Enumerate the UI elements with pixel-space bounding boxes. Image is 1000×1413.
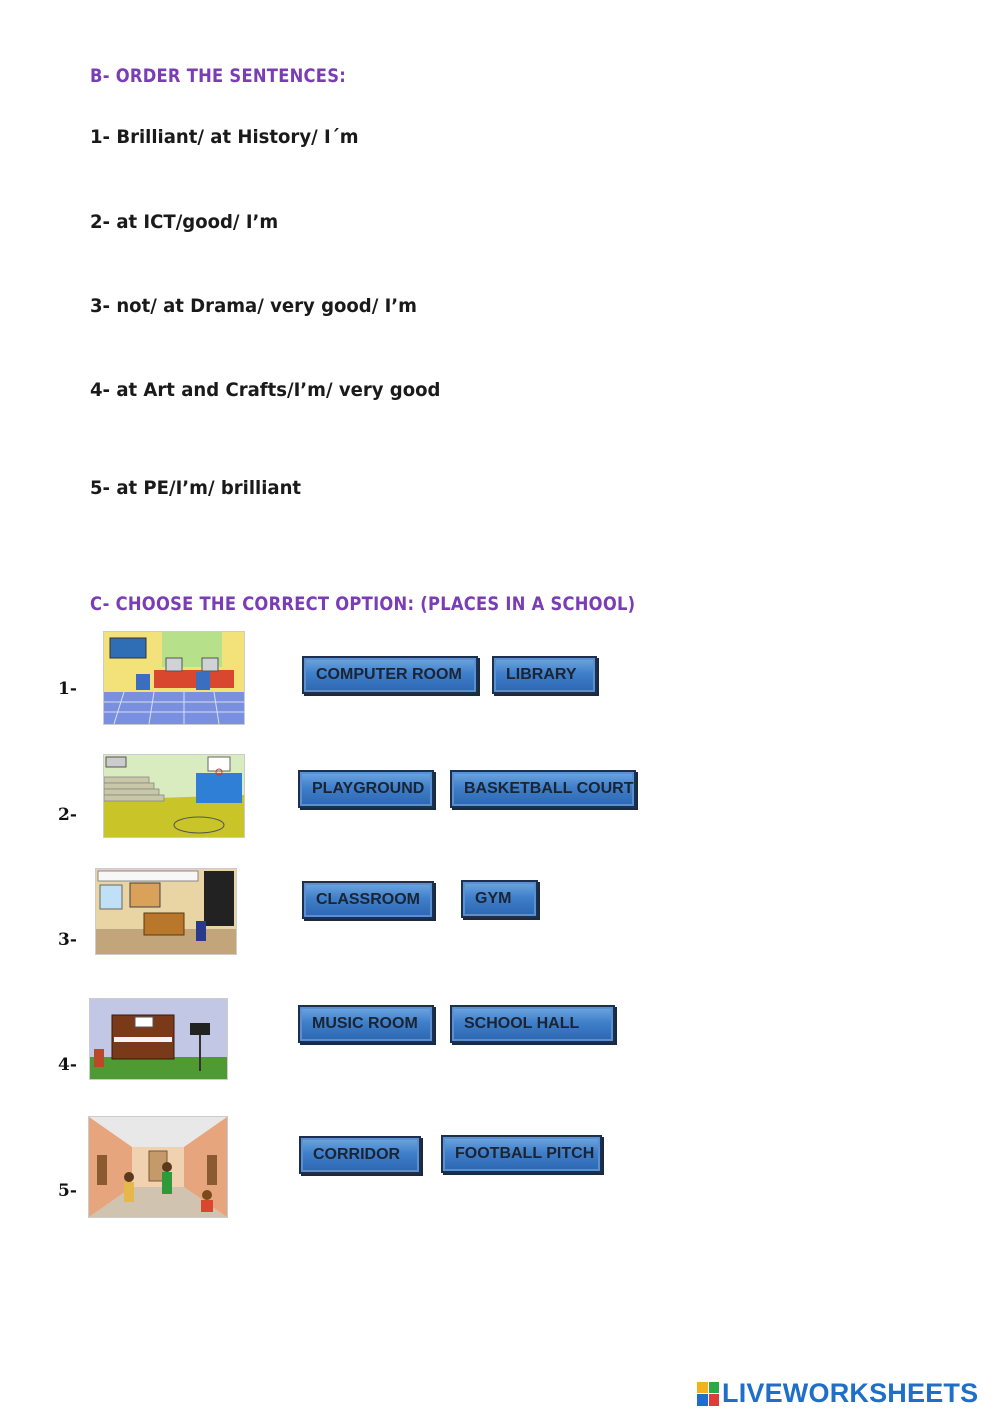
classroom-picture — [95, 868, 237, 955]
item-number-1: 1- — [58, 679, 77, 699]
sentence-1: 1- Brilliant/ at History/ I´m — [90, 126, 359, 148]
section-b-heading: B- ORDER THE SENTENCES: — [90, 65, 347, 87]
liveworksheets-logo — [697, 1378, 978, 1409]
option-basketball-court[interactable]: BASKETBALL COURT — [450, 770, 636, 808]
option-music-room[interactable]: MUSIC ROOM — [298, 1005, 434, 1043]
computer-room-picture — [103, 631, 245, 725]
section-c-heading: C- CHOOSE THE CORRECT OPTION: (PLACES IN A SCHOOL) — [90, 593, 636, 615]
basketball-court-picture — [103, 754, 245, 838]
option-corridor[interactable]: CORRIDOR — [299, 1136, 421, 1174]
option-classroom[interactable]: CLASSROOM — [302, 881, 434, 919]
item-number-5: 5- — [58, 1181, 77, 1201]
option-playground[interactable]: PLAYGROUND — [298, 770, 434, 808]
corridor-picture — [88, 1116, 228, 1218]
sentence-2: 2- at ICT/good/ I’m — [90, 211, 279, 233]
option-gym[interactable]: GYM — [461, 880, 538, 918]
option-computer-room[interactable]: COMPUTER ROOM — [302, 656, 478, 694]
item-number-4: 4- — [58, 1055, 77, 1075]
music-room-picture — [89, 998, 228, 1080]
option-football-pitch[interactable]: FOOTBALL PITCH — [441, 1135, 602, 1173]
logo-mark-icon — [697, 1382, 719, 1406]
logo-text: LIVEWORKSHEETS — [722, 1378, 979, 1408]
sentence-3: 3- not/ at Drama/ very good/ I’m — [90, 295, 417, 317]
sentence-4: 4- at Art and Crafts/I’m/ very good — [90, 379, 441, 401]
item-number-3: 3- — [58, 930, 77, 950]
item-number-2: 2- — [58, 805, 77, 825]
option-school-hall[interactable]: SCHOOL HALL — [450, 1005, 615, 1043]
option-library[interactable]: LIBRARY — [492, 656, 597, 694]
sentence-5: 5- at PE/I’m/ brilliant — [90, 477, 302, 499]
